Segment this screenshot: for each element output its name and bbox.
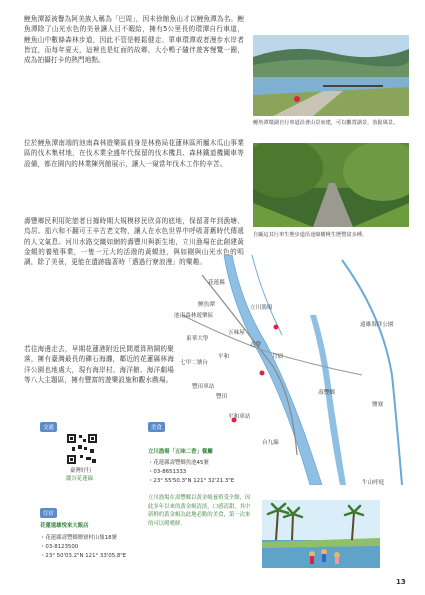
map-label-lichuan: 立川漁場 bbox=[250, 305, 273, 311]
map-label-forest: 池南森林遊樂區 bbox=[174, 313, 214, 319]
map-label-niushan: 牛山呼庭 bbox=[362, 480, 385, 486]
qr-label-2: 縱谷花蓮線 bbox=[66, 476, 93, 482]
paragraph-4: 若往海邊走去，早期花蓮港附近民間還算熱鬧的聚落，擁有臺灣最長的礫石海灘，鄰近的花蓮縣林海洋公園也地處大，現有海岸村、海洋館、海洋劇場等八大主題區，擁有豐富的遊樂設施和觀水戲場。 bbox=[24, 345, 174, 384]
map-label-zhiben: 鯉魚潭 bbox=[198, 302, 215, 308]
lodging-tag: 住宿 bbox=[40, 508, 57, 518]
shop-line-3: ・23° 55'50.3"N 121° 32'21.3"E bbox=[148, 478, 235, 484]
map-label-east: 花蓮縣 bbox=[208, 280, 225, 286]
qr-label-1: 臺灣好行 bbox=[70, 468, 92, 474]
map-label-pingwu: 平和車站 bbox=[228, 414, 251, 420]
lake-bike-path-photo bbox=[253, 35, 409, 116]
map-label-tongzhan: 月眉 bbox=[272, 354, 284, 360]
map-label-pinghe: 平和 bbox=[218, 354, 230, 360]
map-label-shoufeng: 壽豐鄉 bbox=[318, 390, 335, 396]
food-tag: 美食 bbox=[148, 422, 165, 432]
map-label-road: 台九線 bbox=[262, 440, 279, 446]
map-label-station: 豐田車站 bbox=[192, 384, 215, 390]
photo1-caption: 鯉魚潭環湖自行車道沿著山景而建，可以觀賞湖景，放鬆風景。 bbox=[253, 120, 399, 126]
map-label-university: 東華大學 bbox=[186, 336, 209, 342]
map-label-yuanlin: 遠雄海洋公園 bbox=[360, 322, 394, 328]
page-number: 13 bbox=[396, 578, 406, 586]
shop-line-1: ・花蓮縣壽豐鄉魚池45號 bbox=[148, 460, 209, 466]
map-label-wuwei: 五味屋 bbox=[228, 330, 245, 336]
paragraph-2: 位於鯉魚潭南端的池南森林遊樂區前身是林務局花蓮林區所屬木瓜山事業區的伐木集材地，在伐木業全盛年代保留的伐木機具、森林鐵道機關車等設備，都在園內的林業陳列館展示，讓人一窺當年伐木工作的辛苦。 bbox=[24, 139, 244, 168]
paragraph-3: 壽豐鄉民利用陀戀者日據時期大規模移民欣喜的底地，保留著年到漁塘、烏居、茄六和不翻可王辛古老文物，讓人在水色世界中呼吸著舊時代傳遞的人文氣息。河川水路交織如網的壽豐川與新生地，立川漁場在此創建黃金蜆的養殖事業，一隻一元大的活潑的黃蜆池，與如剛與山光水色的明調，除了美景，更能在遺跡臨著時「邁過行寮浪漫」的樂趣。 bbox=[24, 217, 244, 267]
map-label-xiawu: 七甲二號台 bbox=[180, 360, 208, 366]
photo2-caption: 自顧這其行車生態步道沿途綠樹桃生態豐富多種。 bbox=[253, 232, 368, 238]
map-label-zhixue: 志學 bbox=[250, 342, 262, 348]
map-label-fengtian: 豐田 bbox=[216, 394, 228, 400]
food-description: 立川漁場在壽豐鄉以黃金蜆養殖受全館，因此多年以來的黃金蜆清淡，口感清甜，其中新鮮的黃金蜆為此地必點的美食，第一次來的可以嚐嚐鮮。 bbox=[148, 495, 251, 527]
lodging-line-3: ・23° 50'03.2"N 121° 33'05.8"E bbox=[40, 553, 127, 559]
qr-code[interactable] bbox=[66, 433, 98, 465]
map-label-youhuo: 鹽寮 bbox=[372, 402, 384, 408]
shop-title: 立川漁場「五味二香」餐廳 bbox=[148, 449, 213, 455]
lodging-line-2: ・03-8123500 bbox=[40, 544, 79, 550]
lodging-title: 花蓮遠雄悅來大飯店 bbox=[40, 523, 89, 529]
tree-path-photo bbox=[253, 143, 409, 227]
paragraph-1: 鯉魚潭源被譽為阿美族人稱為「巴周」，因未徐館魚山才以鯉魚潭為名。鯉魚潭除了山光水色的美景讓人目不暇給，擁有5公里長的環潭自行車道，鯉魚山中數條森林步道，因此不管是輕鬆健走、單車環潭或者漫步水岸者皆宜，而每年夏天，這裡也是紅面的故鄉，大小鴨子隨伴遊客慢覽一圈，成為拍攝打卡的熱門地點。 bbox=[24, 15, 244, 65]
lichuan-fishery-photo bbox=[262, 500, 380, 568]
traffic-tag: 交通 bbox=[40, 422, 57, 432]
shop-line-2: ・03-8651333 bbox=[148, 469, 187, 475]
lodging-line-1: ・花蓮縣壽豐鄉鹽寮村山嶺18號 bbox=[40, 535, 117, 541]
